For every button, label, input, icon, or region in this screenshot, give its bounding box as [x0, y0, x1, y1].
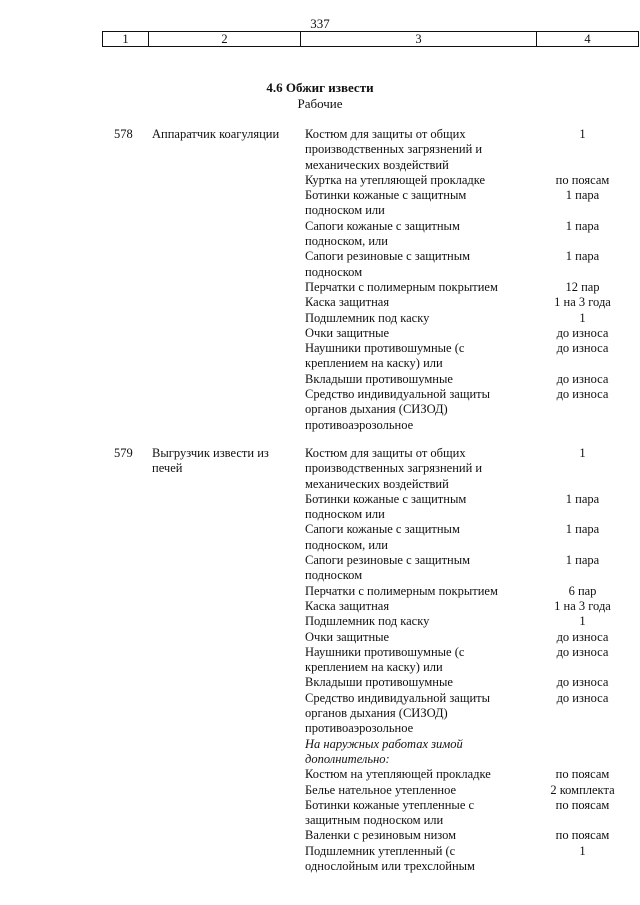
item-note [305, 737, 635, 768]
item-name-line: Вкладыши противошумные [305, 675, 453, 690]
item-quantity: 1 [579, 310, 586, 325]
item-name-line: органов дыхания (СИЗОД) [305, 706, 448, 721]
column-header-2: 2 [149, 32, 301, 47]
profession-line: печей [152, 461, 183, 476]
item-name-line: производственных загрязнений и [305, 461, 483, 476]
ppe-item [305, 446, 635, 492]
item-name [305, 614, 525, 629]
item-name-line: Костюм для защиты от общих [305, 127, 466, 141]
item-name-line: подноском или [305, 507, 385, 522]
item-name-line: органов дыхания (СИЗОД) [305, 402, 448, 417]
item-name [305, 341, 525, 372]
item-name-line: подноском, или [305, 234, 388, 249]
item-quantity: 1 пара [565, 249, 600, 264]
ppe-item [305, 387, 635, 433]
item-name [305, 522, 525, 553]
ppe-item [305, 219, 635, 250]
item-name [305, 691, 525, 737]
item-quantity: 1 [579, 614, 586, 629]
item-quantity: 1 пара [565, 553, 600, 568]
item-name [305, 280, 525, 295]
item-name-line: механических воздействий [305, 157, 449, 172]
section-subtitle: Рабочие [297, 96, 343, 111]
item-name-line: Сапоги кожаные с защитным [305, 218, 460, 233]
item-name-line: Белье нательное утепленное [305, 782, 457, 797]
item-name-line: Ботинки кожаные утепленные с [305, 797, 475, 812]
item-name-line: Очки защитные [305, 629, 390, 644]
item-name-line: Каска защитная [305, 598, 390, 613]
ppe-item [305, 584, 635, 599]
item-name [305, 584, 525, 599]
item-name [305, 844, 525, 875]
ppe-item [305, 691, 635, 737]
ppe-item [305, 341, 635, 372]
ppe-item [305, 798, 635, 829]
item-quantity: до износа [556, 387, 609, 402]
item-name-line: Вкладыши противошумные [305, 371, 453, 386]
item-quantity: до износа [556, 644, 609, 659]
entry-number: 578 [114, 127, 133, 141]
section-title: 4.6 Обжиг извести [266, 80, 374, 95]
item-quantity: 1 на 3 года [554, 598, 611, 613]
ppe-item [305, 372, 635, 387]
item-quantity: 1 пара [565, 522, 600, 537]
column-header-4: 4 [537, 32, 639, 47]
ppe-item [305, 844, 635, 875]
ppe-item [305, 553, 635, 584]
ppe-item [305, 828, 635, 843]
item-name-line: Наушники противошумные (с [305, 341, 465, 356]
item-name-line: дополнительно: [305, 751, 390, 766]
item-name-line: Подшлемник под каску [305, 310, 430, 325]
item-name [305, 553, 525, 584]
item-name [305, 372, 525, 387]
item-name-line: подноском [305, 568, 363, 583]
entry-profession [152, 446, 292, 477]
ppe-item [305, 311, 635, 326]
item-quantity: 1 на 3 года [554, 295, 611, 310]
item-name-line: Каска защитная [305, 295, 390, 310]
item-name [305, 127, 525, 173]
ppe-item [305, 280, 635, 295]
item-name [305, 737, 525, 768]
item-quantity: по поясам [555, 797, 610, 812]
item-quantity: 1 [579, 843, 586, 858]
column-header-3: 3 [301, 32, 537, 47]
item-name-line: подноском [305, 264, 363, 279]
ppe-item [305, 295, 635, 310]
ppe-item [305, 599, 635, 614]
item-name-line: Ботинки кожаные с защитным [305, 491, 467, 506]
item-quantity: по поясам [555, 767, 610, 782]
item-name [305, 675, 525, 690]
item-name [305, 295, 525, 310]
item-name-line: Перчатки с полимерным покрытием [305, 279, 498, 294]
item-quantity: по поясам [555, 828, 610, 843]
item-name-line: Костюм на утепляющей прокладке [305, 767, 491, 782]
item-name-line: механических воздействий [305, 476, 449, 491]
item-name-line: Средство индивидуальной защиты [305, 387, 491, 402]
item-name-line: креплением на каску) или [305, 660, 443, 675]
ppe-item [305, 645, 635, 676]
item-quantity: до износа [556, 371, 609, 386]
item-name-line: противоаэрозольное [305, 417, 414, 432]
profession-line: Аппаратчик коагуляции [152, 127, 280, 141]
item-quantity: 1 [579, 127, 586, 141]
item-name-line: Сапоги резиновые с защитным [305, 249, 471, 264]
item-quantity: 2 комплекта [550, 782, 615, 797]
ppe-item-list [305, 446, 635, 874]
item-quantity: до износа [556, 341, 609, 356]
item-quantity: 1 пара [565, 218, 600, 233]
item-quantity: до износа [556, 629, 609, 644]
item-name [305, 645, 525, 676]
item-name [305, 387, 525, 433]
item-name [305, 326, 525, 341]
item-name-line: Костюм для защиты от общих [305, 446, 466, 460]
column-header-table [102, 31, 639, 47]
item-name-line: Сапоги резиновые с защитным [305, 553, 471, 568]
item-name-line: Наушники противошумные (с [305, 644, 465, 659]
ppe-item [305, 675, 635, 690]
item-name-line: однослойным или трехслойным [305, 859, 475, 874]
item-name-line: На наружных работах зимой [305, 736, 463, 751]
item-name-line: Сапоги кожаные с защитным [305, 522, 460, 537]
item-quantity: 1 пара [565, 491, 600, 506]
ppe-item [305, 630, 635, 645]
item-name [305, 783, 525, 798]
item-name-line: Средство индивидуальной защиты [305, 690, 491, 705]
item-quantity: до износа [556, 325, 609, 340]
entry-profession [152, 127, 292, 142]
item-name-line: Подшлемник утепленный (с [305, 843, 456, 858]
item-quantity: до износа [556, 675, 609, 690]
item-name [305, 828, 525, 843]
page-number: 337 [310, 16, 330, 31]
ppe-item [305, 188, 635, 219]
item-name-line: противоаэрозольное [305, 721, 414, 736]
item-name-line: подноском или [305, 203, 385, 218]
ppe-item [305, 522, 635, 553]
item-name [305, 249, 525, 280]
item-name-line: Ботинки кожаные с защитным [305, 188, 467, 203]
item-name-line: Очки защитные [305, 325, 390, 340]
item-name-line: Валенки с резиновым низом [305, 828, 457, 843]
item-name [305, 492, 525, 523]
item-name [305, 599, 525, 614]
item-name [305, 173, 525, 188]
item-name-line: производственных загрязнений и [305, 142, 483, 157]
item-quantity: 1 [579, 446, 586, 460]
item-quantity: до износа [556, 690, 609, 705]
ppe-item [305, 492, 635, 523]
item-name [305, 767, 525, 782]
item-name-line: креплением на каску) или [305, 356, 443, 371]
item-name [305, 798, 525, 829]
ppe-item [305, 767, 635, 782]
item-name [305, 446, 525, 492]
ppe-item [305, 783, 635, 798]
item-name-line: Куртка на утепляющей прокладке [305, 172, 486, 187]
ppe-item-list [305, 127, 635, 433]
item-name [305, 630, 525, 645]
column-header-1: 1 [103, 32, 149, 47]
ppe-item [305, 249, 635, 280]
ppe-item [305, 173, 635, 188]
item-quantity: 1 пара [565, 188, 600, 203]
item-quantity: по поясам [555, 172, 610, 187]
item-quantity: 6 пар [568, 583, 597, 598]
item-name-line: подноском, или [305, 537, 388, 552]
entry-number: 579 [114, 446, 133, 460]
ppe-item [305, 614, 635, 629]
item-name [305, 219, 525, 250]
item-name [305, 188, 525, 219]
profession-line: Выгрузчик извести из [152, 446, 269, 460]
item-quantity: 12 пар [565, 279, 600, 294]
ppe-item [305, 326, 635, 341]
ppe-item [305, 127, 635, 173]
item-name-line: Подшлемник под каску [305, 614, 430, 629]
item-name-line: Перчатки с полимерным покрытием [305, 583, 498, 598]
item-name-line: защитным подноском или [305, 813, 444, 828]
item-name [305, 311, 525, 326]
